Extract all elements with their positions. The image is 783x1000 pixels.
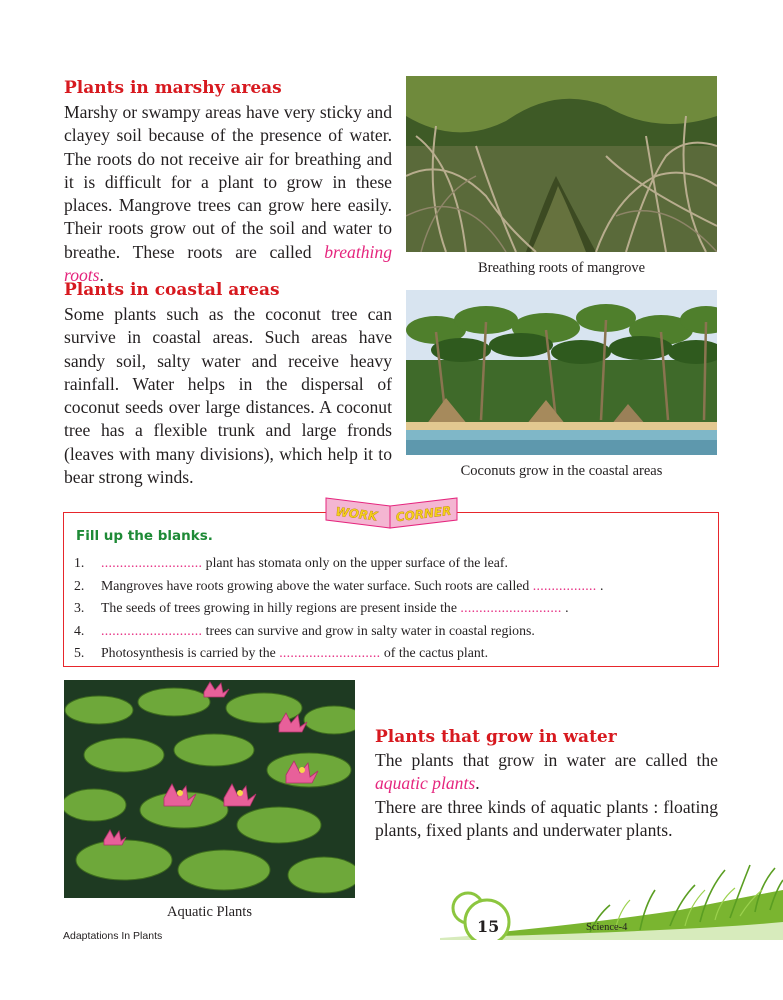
coconut-caption: Coconuts grow in the coastal areas — [460, 463, 663, 479]
answer-blank[interactable]: ........................... — [101, 622, 203, 638]
aquatic-caption: Aquatic Plants — [167, 904, 252, 920]
marshy-heading: Plants in marshy areas — [64, 78, 282, 98]
aquatic-photo — [64, 680, 355, 898]
list-item: 5. Photosynthesis is carried by the ........................... of the cactus plant. — [74, 645, 489, 661]
work-corner-badge — [320, 494, 463, 532]
list-item: 3. The seeds of trees growing in hilly regions are present inside the ........................... . — [74, 600, 569, 616]
aquatic-plants-term: aquatic plants — [375, 773, 476, 794]
page-number: 15 — [477, 917, 500, 936]
coconut-photo — [406, 290, 717, 455]
coastal-paragraph: Some plants such as the coconut tree can survive in coastal areas. Such areas have sandy soil, salty water and receive heavy rainfall. Water helps in the dispersal of coconut seeds over large distances. A coconut tree has a flexible trunk and large fronds (leaves with many divisions), which help it to bear strong winds. — [64, 304, 392, 488]
chapter-footer: Adaptations In Plants — [63, 930, 163, 942]
list-item: 1. ........................... plant has stomata only on the upper surface of the leaf. — [74, 555, 508, 570]
water-paragraph-2: There are three kinds of aquatic plants : floating plants, fixed plants and underwater plants. — [375, 797, 718, 841]
water-heading: Plants that grow in water — [375, 727, 617, 747]
list-item: 2. Mangroves have roots growing above the water surface. Such roots are called ................. . — [74, 577, 604, 593]
water-paragraph-1: The plants that grow in water are called the aquatic plants. — [375, 750, 718, 794]
coastal-heading: Plants in coastal areas — [64, 280, 280, 300]
marshy-paragraph: Marshy or swampy areas have very sticky and clayey soil because of the presence of water. The roots do not receive air for breathing and it is difficult for a plant to grow in these places. Mangrove trees can grow here easily. Their roots grow out of the soil and water to breathe. These roots are called breathing roots. — [64, 102, 392, 286]
marshy-text: Marshy or swampy areas have very sticky and clayey soil because of the presence of water. The roots do not receive air for breathing and it is difficult for a plant to grow in these places. Mangrove trees can grow here easily. Their roots grow out of the soil and water to breathe. These roots are called — [64, 102, 392, 262]
answer-blank[interactable]: ........................... — [101, 555, 203, 570]
mangrove-photo — [406, 76, 717, 252]
list-item: 4. ........................... trees can survive and grow in salty water in coastal regions. — [74, 622, 535, 638]
answer-blank[interactable]: ........................... — [279, 645, 381, 661]
badge-word-work: WORK — [334, 504, 379, 524]
work-corner-title: Fill up the blanks. — [76, 528, 213, 544]
breathing-roots-term: breathing roots — [64, 241, 392, 286]
fill-blanks-list — [74, 552, 710, 665]
work-corner-box — [63, 512, 719, 667]
mangrove-caption: Breathing roots of mangrove — [477, 260, 646, 276]
book-footer: Science-4 — [586, 922, 628, 933]
answer-blank[interactable]: ........................... — [460, 600, 562, 616]
badge-word-corner: CORNER — [394, 503, 453, 525]
answer-blank[interactable]: ................. — [532, 577, 597, 593]
